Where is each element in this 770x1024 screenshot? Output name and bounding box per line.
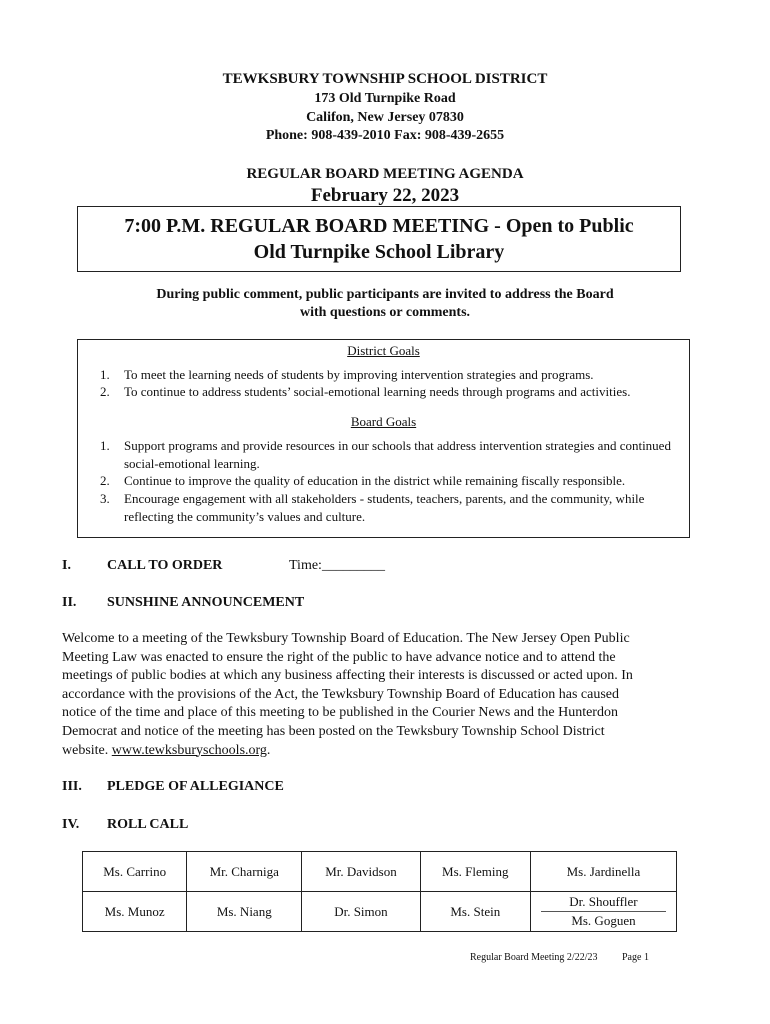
table-cell: Ms. Stein <box>420 892 530 932</box>
address-line-2: Califon, New Jersey 07830 <box>306 110 464 125</box>
table-cell: Ms. Jardinella <box>530 852 676 892</box>
section-title-pledge: PLEDGE OF ALLEGIANCE <box>107 779 284 794</box>
time-field: Time:_________ <box>289 558 385 573</box>
paragraph-line: Welcome to a meeting of the Tewksbury Township Board of Education. The New Jersey Open Public <box>62 631 630 646</box>
agenda-title: REGULAR BOARD MEETING AGENDA <box>246 166 524 182</box>
table-cell: Ms. Niang <box>187 892 302 932</box>
section-title-sunshine: SUNSHINE ANNOUNCEMENT <box>107 595 305 610</box>
table-cell: Ms. Fleming <box>420 852 530 892</box>
board-goals-title: Board Goals <box>350 414 417 429</box>
goal-text: Continue to improve the quality of education in the district while remaining fiscally responsible. <box>124 473 626 488</box>
section-title-roll-call: ROLL CALL <box>107 817 189 832</box>
paragraph-line: Democrat and notice of the meeting has been posted on the Tewksbury Township School District <box>62 723 605 739</box>
meeting-location-line: Old Turnpike School Library <box>253 241 505 263</box>
table-row <box>83 852 677 892</box>
goal-number: 2. <box>100 384 110 399</box>
section-title-call-to-order: CALL TO ORDER <box>107 558 223 573</box>
goal-number: 1. <box>100 438 110 453</box>
goal-text: Support programs and provide resources in our schools that address intervention strategies and continued social-emotional learning. <box>124 438 671 471</box>
goal-number: 3. <box>100 491 110 506</box>
section-number: II. <box>62 595 77 610</box>
paragraph-line: accordance with the provisions of the Act, the Tewksbury Township Board of Education has caused <box>62 686 619 702</box>
goal-text: To continue to address students’ social-emotional learning needs through programs and activities. <box>124 384 631 399</box>
paragraph-line: meetings of public bodies at which any business affecting their interests is discussed or acted upon. In <box>62 668 633 684</box>
website-suffix: . <box>266 742 271 758</box>
split-name-bottom: Ms. Goguen <box>571 913 636 928</box>
meeting-box <box>77 206 681 272</box>
district-goals-title: District Goals <box>347 343 420 358</box>
footer-page-number: Page 1 <box>622 952 649 963</box>
section-number: IV. <box>62 817 80 832</box>
public-note-line-1: During public comment, public participants are invited to address the Board <box>156 287 614 302</box>
section-number: III. <box>62 779 82 794</box>
section-number: I. <box>62 558 71 573</box>
goal-number: 2. <box>100 473 110 488</box>
goal-number: 1. <box>100 367 110 382</box>
table-cell: Ms. Munoz <box>83 892 187 932</box>
paragraph-line: Meeting Law was enacted to ensure the right of the public to have advance notice and to attend the <box>62 649 616 665</box>
website-prefix: website. <box>62 742 112 758</box>
table-cell: Mr. Davidson <box>302 852 420 892</box>
roll-call-table <box>82 851 677 932</box>
public-note-line-2: with questions or comments. <box>299 305 471 320</box>
paragraph-line <box>62 742 687 761</box>
address-line-1: 173 Old Turnpike Road <box>314 91 456 106</box>
district-name: TEWKSBURY TOWNSHIP SCHOOL DISTRICT <box>222 71 548 87</box>
website-link[interactable]: www.tewksburyschools.org <box>111 742 267 758</box>
goal-text: To meet the learning needs of students by improving intervention strategies and programs. <box>124 367 594 382</box>
table-row <box>83 892 677 932</box>
phone-fax: Phone: 908-439-2010 Fax: 908-439-2655 <box>265 128 505 143</box>
table-cell: Dr. Simon <box>302 892 420 932</box>
meeting-date: February 22, 2023 <box>310 185 460 206</box>
split-name-top: Dr. Shouffler <box>541 893 666 912</box>
table-cell-split <box>530 892 676 932</box>
goals-box <box>77 339 690 538</box>
sunshine-paragraph <box>62 630 687 760</box>
footer-meeting-label: Regular Board Meeting 2/22/23 <box>470 952 598 963</box>
goal-text: Encourage engagement with all stakeholders - students, teachers, parents, and the community, while reflecting the community’s values and culture. <box>124 491 645 524</box>
meeting-time-line: 7:00 P.M. REGULAR BOARD MEETING - Open to Public <box>124 215 634 237</box>
table-cell: Ms. Carrino <box>83 852 187 892</box>
table-cell: Mr. Charniga <box>187 852 302 892</box>
paragraph-line: notice of the time and place of this meeting to be published in the Courier News and the Hunterdon <box>62 705 618 721</box>
